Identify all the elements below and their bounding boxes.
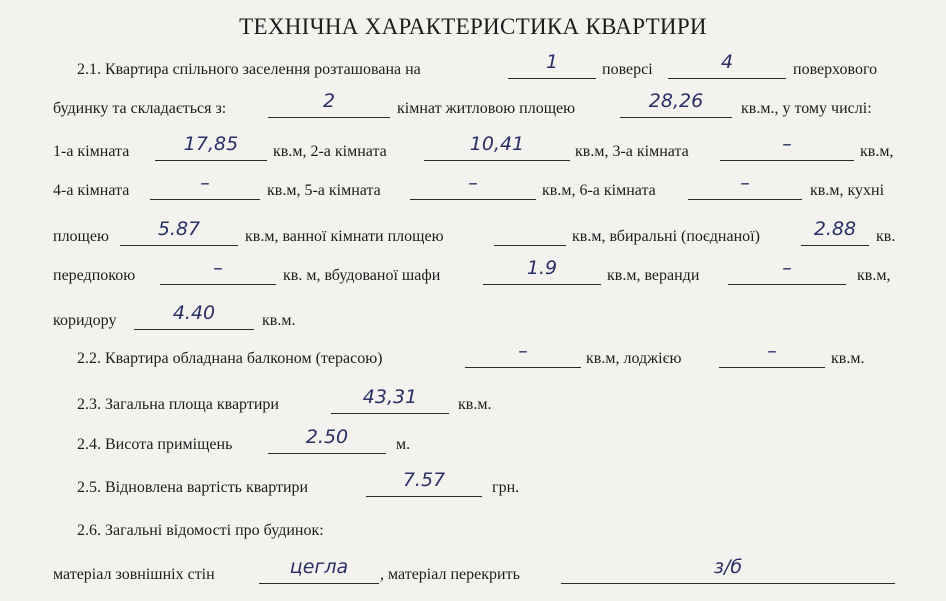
label-room2: кв.м, 2-а кімната <box>273 143 387 160</box>
field-room5: – <box>410 177 536 200</box>
line-2-5 <box>0 469 946 502</box>
field-ceilings: з/б <box>561 561 895 584</box>
field-room1: 17,85 <box>155 138 267 161</box>
label-corridor: коридору <box>53 312 117 329</box>
label-ceilings: , матеріал перекрить <box>380 566 520 583</box>
field-total-area: 43,31 <box>331 391 449 414</box>
label-located: 2.1. Квартира спільного заселення розташована на <box>77 61 421 78</box>
field-loggia: – <box>719 345 825 368</box>
label-living-area: кімнат житловою площею <box>397 100 576 117</box>
label-floor: поверсі <box>602 61 653 78</box>
label-meters: м. <box>396 436 411 453</box>
field-floor: 1 <box>508 56 596 79</box>
label-balcony: 2.2. Квартира обладнана балконом (терасою) <box>77 350 383 367</box>
line-2-6-b <box>0 556 946 589</box>
label-kitchen: кв.м, кухні <box>810 182 885 199</box>
line-2-1-e <box>0 218 946 251</box>
label-room1: 1-а кімната <box>53 143 130 160</box>
label-hallway: передпокою <box>53 267 136 284</box>
label-sqm-4: кв.м. <box>262 312 296 329</box>
line-2-1-f <box>0 257 946 290</box>
label-uah: грн. <box>492 479 520 496</box>
label-consists: будинку та складається з: <box>53 100 227 117</box>
line-2-4 <box>0 426 946 459</box>
label-sqm-3: кв.м, <box>857 267 891 284</box>
field-cost: 7.57 <box>366 474 482 497</box>
field-bathroom <box>494 223 566 246</box>
label-sqm-1: кв.м, <box>860 143 894 160</box>
field-room4: – <box>150 177 260 200</box>
label-toilet: кв.м, вбиральні (поєднаної) <box>572 228 760 245</box>
line-2-1-d <box>0 172 946 205</box>
field-height: 2.50 <box>268 431 386 454</box>
field-toilet: 2.88 <box>801 223 869 246</box>
field-kitchen: 5.87 <box>120 223 238 246</box>
line-2-1-b <box>0 90 946 123</box>
field-room6: – <box>688 177 802 200</box>
field-room2: 10,41 <box>424 138 570 161</box>
label-including: кв.м., у тому числі: <box>741 100 872 117</box>
line-2-1-a <box>0 51 946 84</box>
label-cost: 2.5. Відновлена вартість квартири <box>77 479 309 496</box>
field-corridor: 4.40 <box>134 307 254 330</box>
label-loggia: кв.м, лоджією <box>586 350 682 367</box>
label-sqm-6: кв.м. <box>458 396 492 413</box>
field-room3: – <box>720 138 854 161</box>
field-floors-total: 4 <box>668 56 786 79</box>
field-closet: 1.9 <box>483 262 601 285</box>
line-2-1-g <box>0 302 946 335</box>
line-2-3 <box>0 386 946 419</box>
line-2-1-c <box>0 133 946 166</box>
label-sqm-2: кв. <box>876 228 896 245</box>
label-total-area: 2.3. Загальна площа квартири <box>77 396 279 413</box>
field-hallway: – <box>160 262 276 285</box>
field-living-area: 28,26 <box>620 95 732 118</box>
label-room5: кв.м, 5-а кімната <box>267 182 381 199</box>
label-veranda: кв.м, веранди <box>607 267 700 284</box>
label-room4: 4-а кімната <box>53 182 130 199</box>
label-general-info: 2.6. Загальні відомості про будинок: <box>77 522 324 539</box>
label-walls: матеріал зовнішніх стін <box>53 566 215 583</box>
label-area: площею <box>53 228 109 245</box>
document-title: ТЕХНІЧНА ХАРАКТЕРИСТИКА КВАРТИРИ <box>239 14 707 39</box>
field-rooms: 2 <box>268 95 390 118</box>
field-walls: цегла <box>259 561 379 584</box>
label-height: 2.4. Висота приміщень <box>77 436 233 453</box>
field-balcony: – <box>465 345 581 368</box>
label-room6: кв.м, 6-а кімната <box>542 182 656 199</box>
label-closet: кв. м, вбудованої шафи <box>283 267 441 284</box>
label-storey: поверхового <box>793 61 878 78</box>
line-2-6 <box>0 517 946 545</box>
label-sqm-5: кв.м. <box>831 350 865 367</box>
label-room3: кв.м, 3-а кімната <box>575 143 689 160</box>
line-2-2 <box>0 340 946 373</box>
field-veranda: – <box>728 262 846 285</box>
label-bathroom: кв.м, ванної кімнати площею <box>245 228 444 245</box>
